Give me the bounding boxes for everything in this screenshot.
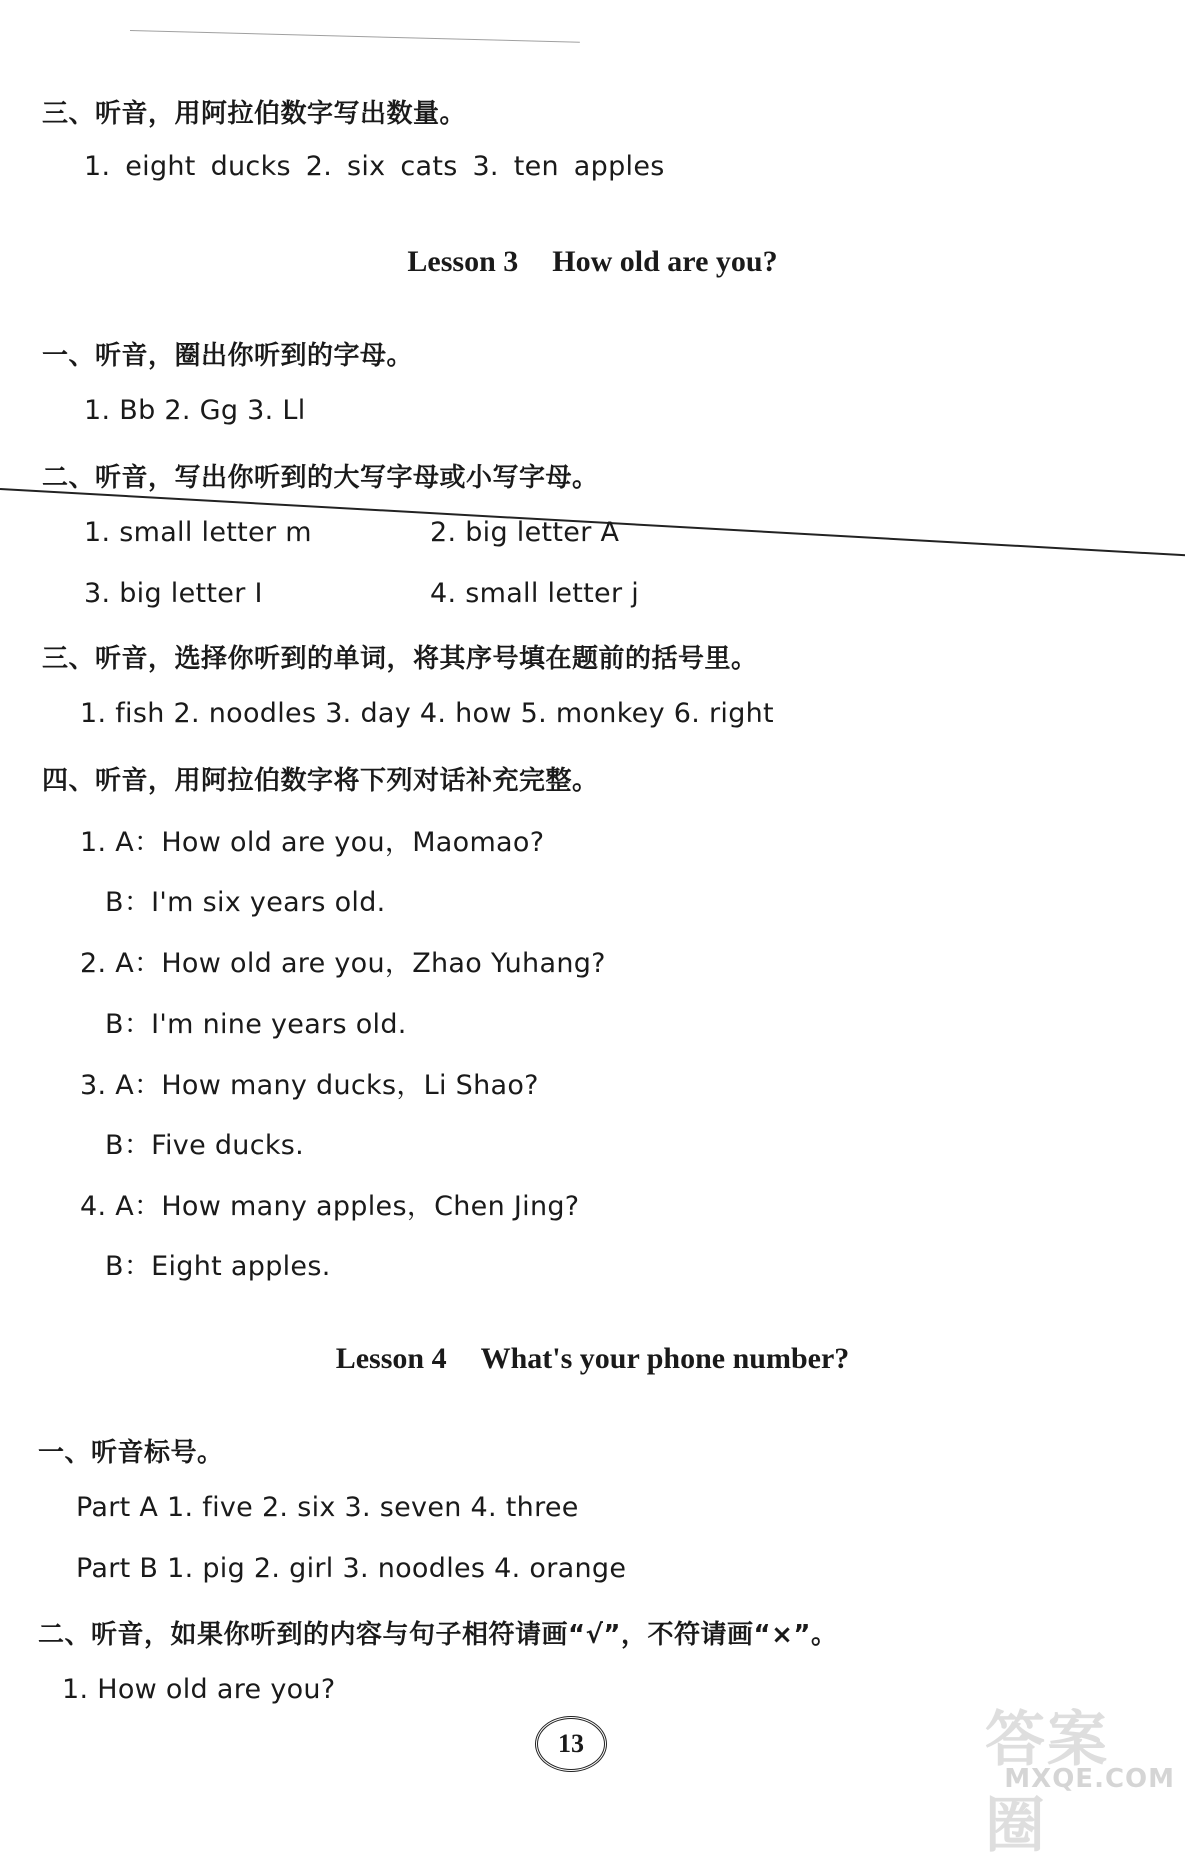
dialogue-line: 1. A：How old are you，Maomao? — [80, 827, 545, 858]
scan-artifact-top — [130, 30, 580, 43]
section-3-heading: 三、听音，用阿拉伯数字写出数量。 — [42, 99, 467, 129]
lesson-4-title — [0, 1342, 1185, 1376]
lesson-4-number: Lesson 4 — [335, 1342, 447, 1375]
lesson-3-name: How old are you? — [552, 245, 778, 278]
page-number: 13 — [535, 1716, 607, 1772]
list-item: 4. small letter j — [430, 578, 640, 609]
dialogue-line: 2. A：How old are you，Zhao Yuhang? — [80, 948, 606, 979]
list-item: 3. big letter I — [84, 578, 263, 609]
dialogue-line: 4. A：How many apples，Chen Jing? — [80, 1191, 580, 1222]
lesson-3-title — [0, 245, 1185, 279]
list-item: 2. big letter A — [430, 517, 620, 548]
lesson-3-q3-heading: 三、听音，选择你听到的单词，将其序号填在题前的括号里。 — [42, 644, 758, 674]
watermark-glyphs: 答案圈 — [985, 1705, 1109, 1861]
lesson-3-number: Lesson 3 — [407, 245, 519, 278]
lesson-4-q1-part-a: Part A 1. five 2. six 3. seven 4. three — [76, 1492, 579, 1523]
dialogue-line: B：Eight apples. — [105, 1251, 331, 1282]
lesson-4-name: What's your phone number? — [480, 1342, 850, 1375]
dialogue-line: B：Five ducks. — [105, 1130, 305, 1161]
dialogue-line: B：I'm nine years old. — [105, 1009, 407, 1040]
dialogue-line: 3. A：How many ducks，Li Shao? — [80, 1070, 539, 1101]
lesson-3-q2-heading: 二、听音，写出你听到的大写字母或小写字母。 — [42, 463, 599, 493]
watermark-logo — [985, 1682, 1185, 1861]
watermark-domain: MXQE.COM — [1004, 1764, 1175, 1794]
lesson-3-q3-items: 1. fish 2. noodles 3. day 4. how 5. monkey 6. right — [80, 698, 774, 729]
list-item: 1. How old are you? — [62, 1674, 336, 1705]
dialogue-line: B：I'm six years old. — [105, 887, 386, 918]
lesson-3-q1-heading: 一、听音，圈出你听到的字母。 — [42, 341, 414, 371]
lesson-3-q4-heading: 四、听音，用阿拉伯数字将下列对话补充完整。 — [42, 766, 599, 796]
lesson-4-q2-heading: 二、听音，如果你听到的内容与句子相符请画“√”，不符请画“×”。 — [38, 1620, 838, 1650]
list-item: 1. small letter m — [84, 517, 312, 548]
section-3-items: 1. eight ducks 2. six cats 3. ten apples — [84, 151, 665, 182]
lesson-4-q1-heading: 一、听音标号。 — [38, 1438, 224, 1468]
lesson-3-q1-items: 1. Bb 2. Gg 3. Ll — [84, 395, 306, 426]
lesson-4-q1-part-b: Part B 1. pig 2. girl 3. noodles 4. orange — [76, 1553, 627, 1584]
